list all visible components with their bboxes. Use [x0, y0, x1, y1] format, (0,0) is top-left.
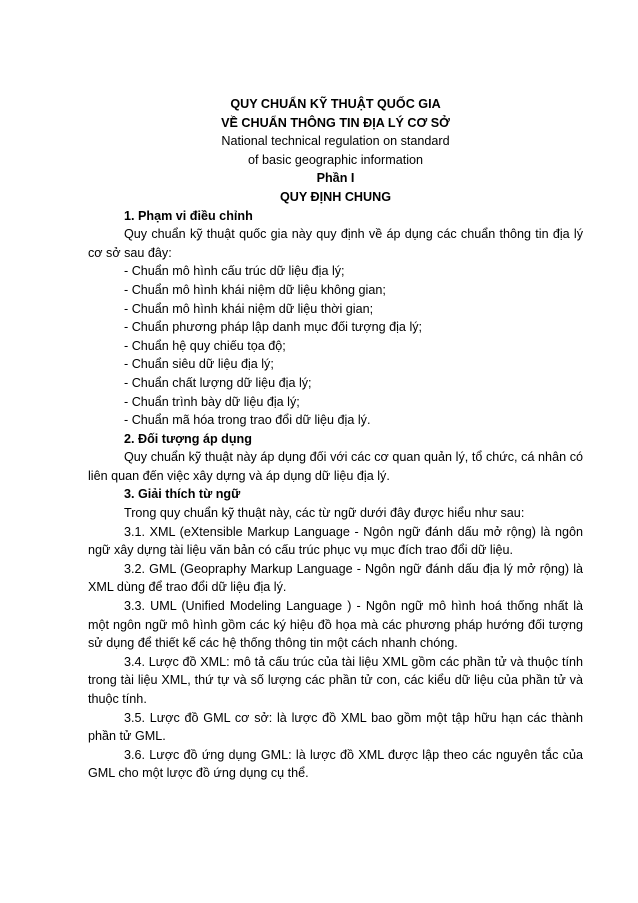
definition-3-5: 3.5. Lược đồ GML cơ sở: là lược đồ XML bao gồm một tập hữu hạn các thành phần tử GML.	[88, 710, 583, 744]
section-3-heading: 3. Giải thích từ ngữ	[124, 487, 241, 502]
section-1-intro: Quy chuẩn kỹ thuật quốc gia này quy định về áp dụng các chuẩn thông tin địa lý cơ sở sau đây:	[88, 227, 583, 260]
list-item: - Chuẩn mã hóa trong trao đổi dữ liệu địa lý.	[124, 413, 371, 428]
list-item: - Chuẩn siêu dữ liệu địa lý;	[124, 357, 274, 372]
list-item: - Chuẩn mô hình khái niệm dữ liệu thời gian;	[124, 301, 374, 316]
definition-3-1: 3.1. XML (eXtensible Markup Language - Ngôn ngữ đánh dấu mở rộng) là ngôn ngữ xây dựng tài liệu văn bản có cấu trúc phục vụ mục đích trao đổi dữ liệu.	[88, 524, 583, 558]
list-item: - Chuẩn trình bày dữ liệu địa lý;	[124, 394, 300, 409]
part-title: QUY ĐỊNH CHUNG	[279, 189, 392, 204]
doc-english-title-line1: National technical regulation on standard	[221, 134, 450, 149]
list-item: - Chuẩn mô hình cấu trúc dữ liệu địa lý;	[124, 264, 345, 279]
part-label: Phần I	[316, 171, 355, 186]
definition-3-2: 3.2. GML (Geopraphy Markup Language - Ngôn ngữ đánh dấu địa lý mở rộng) là XML dùng để trao đổi dữ liệu địa lý.	[88, 561, 583, 595]
list-item: - Chuẩn phương pháp lập danh mục đối tượng địa lý;	[124, 320, 423, 335]
list-item: - Chuẩn hệ quy chiếu tọa độ;	[124, 338, 286, 353]
section-2-heading: 2. Đối tượng áp dụng	[124, 431, 252, 446]
section-1-heading: 1. Phạm vi điều chỉnh	[124, 208, 253, 223]
definition-3-6: 3.6. Lược đồ ứng dụng GML: là lược đồ XML được lập theo các nguyên tắc của GML cho một lược đồ ứng dụng cụ thể.	[88, 747, 583, 781]
list-item: - Chuẩn chất lượng dữ liệu địa lý;	[124, 375, 312, 390]
section-3-intro: Trong quy chuẩn kỹ thuật này, các từ ngữ dưới đây được hiểu như sau:	[124, 506, 525, 521]
doc-title-line2: VỀ CHUẨN THÔNG TIN ĐỊA LÝ CƠ SỞ	[221, 115, 450, 130]
list-item: - Chuẩn mô hình khái niệm dữ liệu không gian;	[124, 282, 386, 297]
definition-3-3: 3.3. UML (Unified Modeling Language ) - Ngôn ngữ mô hình hoá thống nhất là một ngôn ngữ mô hình gồm các ký hiệu đồ họa mà các phương pháp hướng đối tượng sử dụng để thiết kế các hệ thống thông tin một cách nhanh chóng.	[88, 599, 583, 651]
doc-title-line1: QUY CHUẨN KỸ THUẬT QUỐC GIA	[230, 97, 441, 111]
document-body	[88, 95, 583, 783]
section-2-text: Quy chuẩn kỹ thuật này áp dụng đối với các cơ quan quản lý, tổ chức, cá nhân có liên quan đến việc xây dựng và áp dụng dữ liệu địa lý.	[88, 450, 583, 483]
doc-english-title-line2: of basic geographic information	[247, 152, 423, 167]
definition-3-4: 3.4. Lược đồ XML: mô tả cấu trúc của tài liệu XML gồm các phần tử và thuộc tính trong tài liệu XML, thứ tự và số lượng các phần tử con, các kiểu dữ liệu của phần tử và thuộc tính.	[88, 654, 583, 706]
